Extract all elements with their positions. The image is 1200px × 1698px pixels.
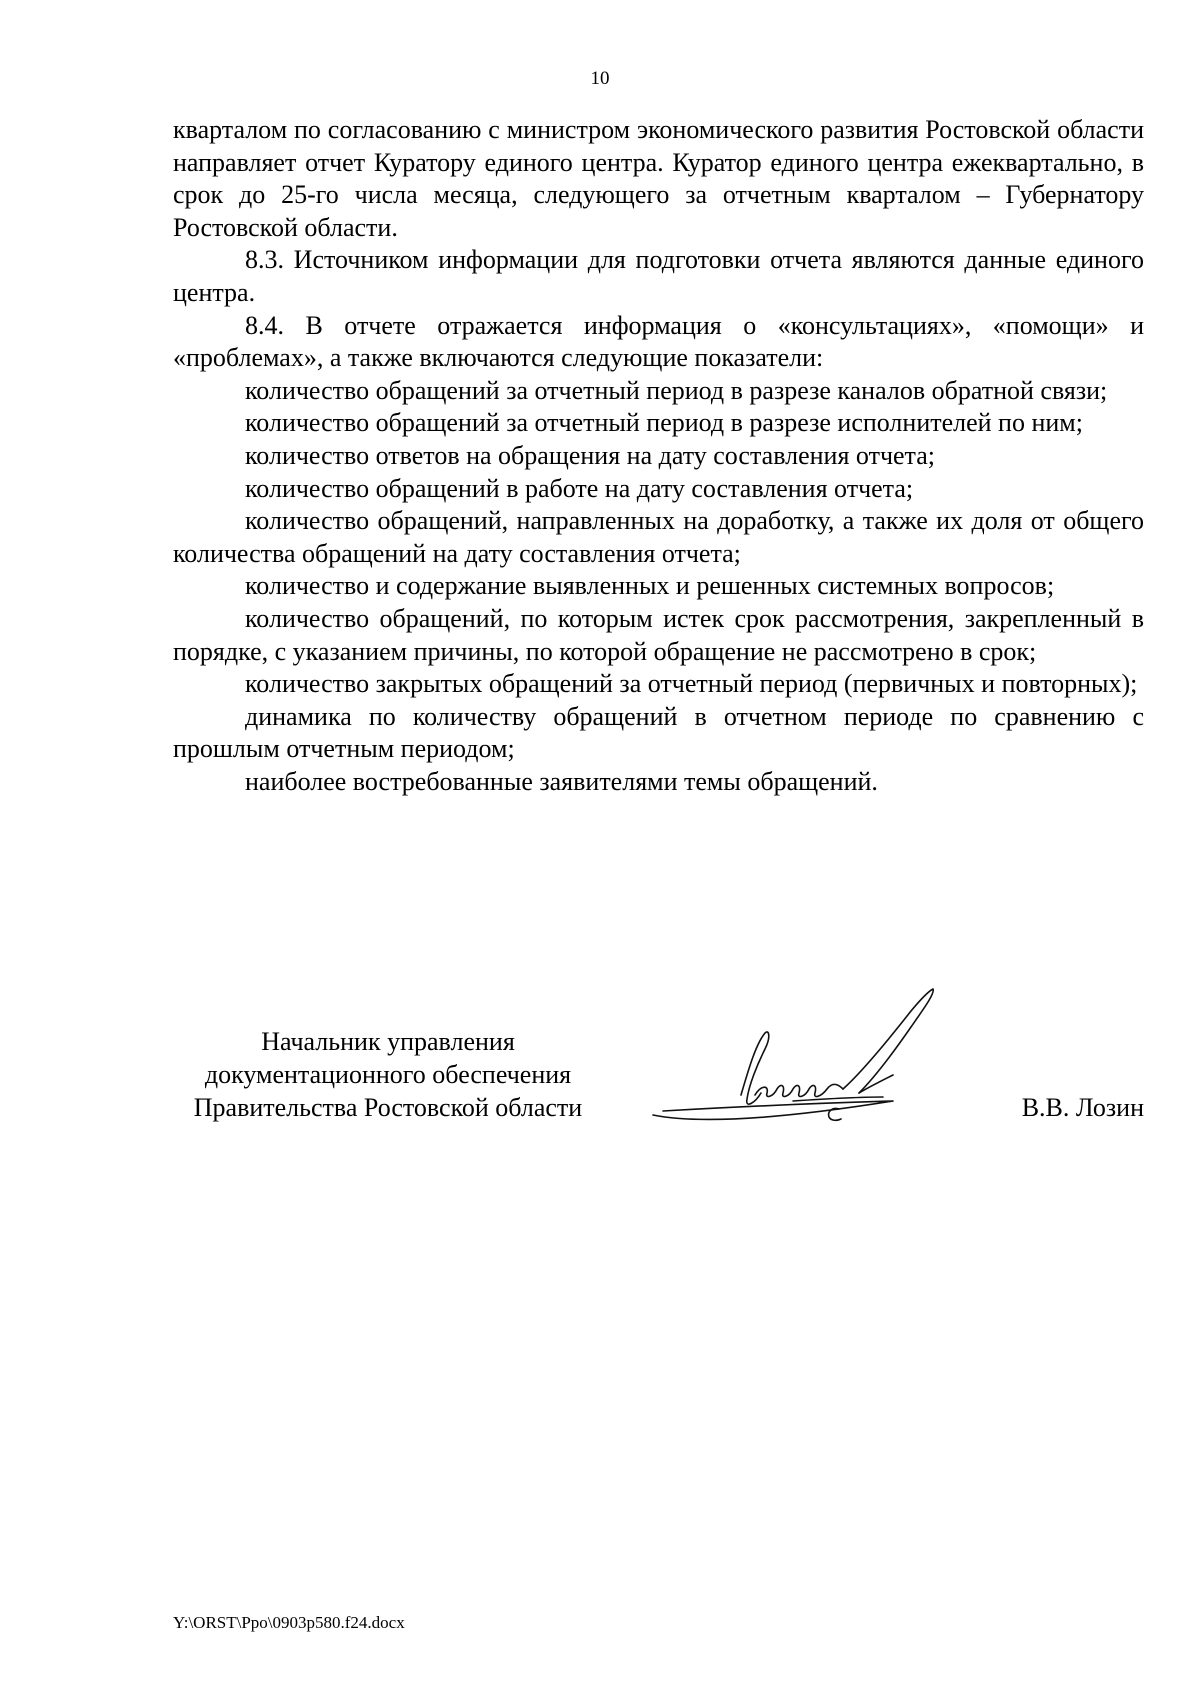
indicator-item: количество обращений за отчетный период в разрезе каналов обратной связи; <box>245 375 1108 405</box>
footer-file-path: Y:\ORST\Ppo\0903p580.f24.docx <box>173 1613 405 1632</box>
page-number: 10 <box>590 68 610 89</box>
paragraph-8-4: 8.4. В отчете отражается информация о «консультациях», «помощи» и «проблемах», а также включаются следующие показатели: <box>173 310 1144 373</box>
document-body <box>173 114 1144 798</box>
indicator-item: количество обращений за отчетный период в разрезе исполнителей по ним; <box>245 408 1083 438</box>
indicator-item: количество и содержание выявленных и решенных системных вопросов; <box>245 571 1055 601</box>
indicator-item: количество ответов на обращения на дату составления отчета; <box>245 440 936 470</box>
signer-position-line: Правительства Ростовской области <box>193 1093 583 1122</box>
signature-block <box>173 1025 1144 1155</box>
indicator-item: количество обращений, по которым истек срок рассмотрения, закрепленный в порядке, с указанием причины, по которой обращение не рассмотрено в срок; <box>173 603 1144 666</box>
paragraph-0: кварталом по согласованию с министром экономического развития Ростовской области направляет отчет Куратору единого центра. Куратор единого центра ежеквартально, в срок до 25-го числа месяца, следующего за отчетным кварталом – Губернатору Ростовской области. <box>173 115 1144 242</box>
signer-position-line: документационного обеспечения <box>204 1060 572 1089</box>
indicator-item: количество обращений, направленных на доработку, а также их доля от общего количества обращений на дату составления отчета; <box>173 506 1144 568</box>
indicator-item: наиболее востребованные заявителями темы обращений. <box>245 766 878 796</box>
handwritten-signature <box>643 985 963 1145</box>
signer-position-line: Начальник управления <box>261 1027 515 1056</box>
indicator-item: динамика по количеству обращений в отчетном периоде по сравнению с прошлым отчетным периодом; <box>173 701 1144 764</box>
paragraph-8-3: 8.3. Источником информации для подготовки отчета являются данные единого центра. <box>173 245 1144 307</box>
indicator-item: количество обращений в работе на дату составления отчета; <box>245 473 914 503</box>
signer-position <box>173 1025 603 1124</box>
signer-name: В.В. Лозин <box>1021 1093 1144 1122</box>
indicator-item: количество закрытых обращений за отчетный период (первичных и повторных); <box>245 669 1138 699</box>
